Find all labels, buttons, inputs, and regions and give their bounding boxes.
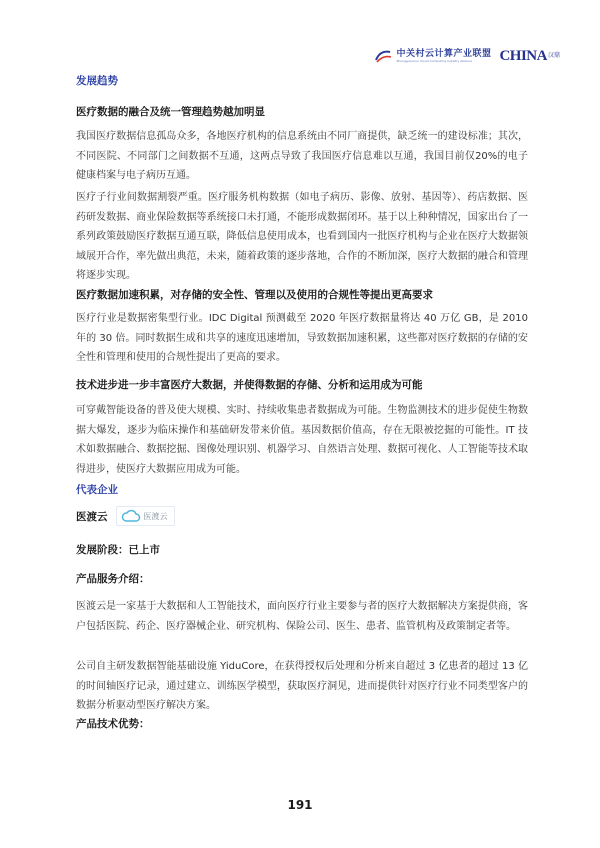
- company-name: 医渡云: [76, 510, 108, 523]
- company-logo: [116, 506, 175, 526]
- trend-paragraph-4: 可穿戴智能设备的普及使大规模、实时、持续收集患者数据成为可能。生物监测技术的进步促使生物数据大爆发，逐步为临床操作和基础研发带来价值。基因数据价值高，存在无限被挖掘的可能性。IT 技术如数据融合、数据挖掘、图像处理识别、机器学习、自然语言处理、数据可视化、人工智能等技术取得进步，使医疗大数据应用成为可能。: [76, 405, 528, 475]
- alliance-logo: [374, 49, 491, 63]
- company-stage: 发展阶段：已上市: [76, 544, 160, 556]
- china-logo: [499, 48, 560, 65]
- trend-heading-1: 医疗数据的融合及统一管理趋势越加明显: [76, 106, 265, 118]
- product-intro-label: 产品服务介绍：: [76, 573, 150, 585]
- company-paragraph-1: 医渡云是一家基于大数据和人工智能技术，面向医疗行业主要参与者的医疗大数据解决方案提供商，客户包括医院、药企、医疗器械企业、研究机构、保险公司、医生、患者、监管机构及政策制定者等。: [76, 601, 528, 632]
- header-logos: [374, 44, 560, 68]
- company-row: [76, 506, 528, 526]
- company-logo-text: 医渡云: [143, 511, 168, 521]
- company-paragraph-2: 公司自主研发数据智能基础设施 YiduCore，在获得授权后处理和分析来自超过 3 亿患者的超过 13 亿的时间轴医疗记录，通过建立、训练医学模型，获取医疗洞见，进而提供针对医疗行业不同类型客户的数据分析驱动型医疗解决方案。: [76, 661, 528, 711]
- section-title-trend: 发展趋势: [76, 75, 118, 87]
- cloud-swoosh-icon: [374, 49, 392, 63]
- alliance-logo-english: Zhongguancun Cloud Computing Industry Alliance: [396, 58, 473, 63]
- trend-heading-3: 技术进步进一步丰富医疗大数据，并使得数据的存储、分析和运用成为可能: [76, 379, 423, 391]
- tech-advantage-label: 产品技术优势：: [76, 718, 150, 730]
- china-logo-text: CHINA: [499, 47, 547, 64]
- alliance-logo-name: 中关村云计算产业联盟: [396, 48, 492, 59]
- trend-paragraph-3: 医疗行业是数据密集型行业。IDC Digital 预测截至 2020 年医疗数据量将达 40 万亿 GB，是 2010 年的 30 倍。同时数据生成和共享的速度迅速增加，导致数据加速积累，这些都对医疗数据的存储的安全性和管理和使用的合规性提出了更高的要求。: [76, 313, 528, 363]
- trend-heading-2: 医疗数据加速积累，对存储的安全性、管理以及使用的合规性等提出更高要求: [76, 289, 433, 301]
- section-title-company: 代表企业: [76, 484, 118, 496]
- cloud-icon: [121, 509, 141, 523]
- trend-paragraph-1: 我国医疗数据信息孤岛众多，各地医疗机构的信息系统由不同厂商提供，缺乏统一的建设标准；其次，不同医院、不同部门之间数据不互通，这两点导致了我国医疗信息难以互通，我国目前仅20%的电子健康档案与电子病历互通。: [76, 131, 528, 181]
- page-number: 191: [287, 798, 313, 812]
- china-logo-cn: 汉鼎: [547, 52, 560, 59]
- trend-paragraph-2: 医疗子行业间数据割裂严重。医疗服务机构数据（如电子病历、影像、放射、基因等）、药店数据、医药研发数据、商业保险数据等系统接口未打通，不能形成数据闭环。基于以上种种情况，国家出台了一系列政策鼓励医疗数据互通互联，降低信息使用成本，也看到国内一批医疗机构与企业在医疗大数据领域展开合作，率先做出典范，未来，随着政策的逐步落地，合作的不断加深，医疗大数据的融合和管理将逐步实现。: [76, 192, 528, 281]
